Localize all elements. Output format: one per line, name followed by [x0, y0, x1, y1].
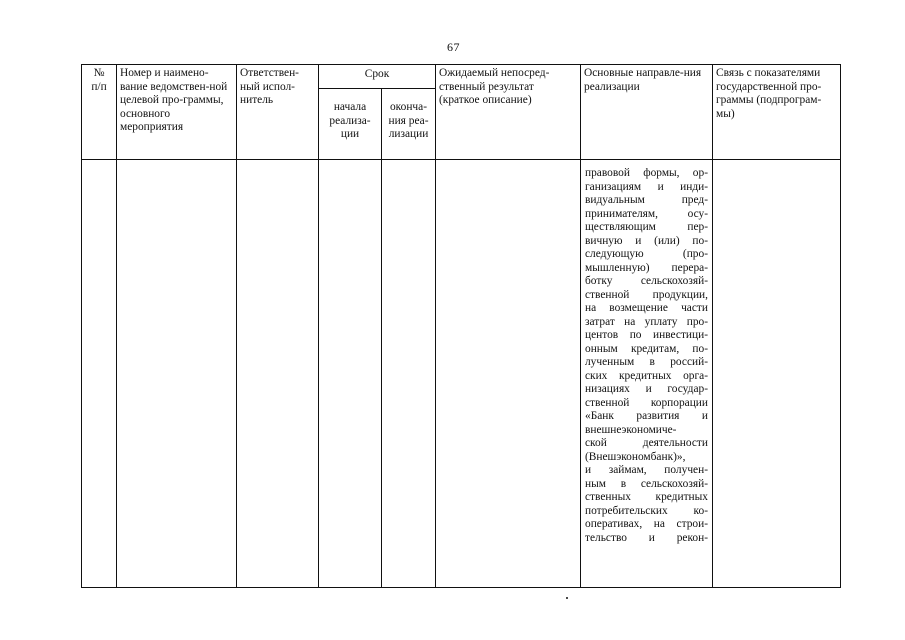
- directions-line: ным в сельскохозяй-: [585, 477, 708, 490]
- directions-line: лученным в россий-: [585, 356, 708, 368]
- table-row: [82, 160, 841, 588]
- cell-executor: [237, 160, 319, 588]
- program-table: [81, 64, 841, 588]
- directions-line: центов по инвестици-: [585, 329, 708, 341]
- directions-line: ственной продукции,: [585, 288, 708, 301]
- directions-line: тельство и рекон-: [585, 531, 708, 544]
- cell-term-start: [319, 160, 382, 588]
- stray-dot: [566, 597, 568, 599]
- cell-indicator-link: [713, 160, 841, 588]
- directions-line: потребительских ко-: [585, 504, 708, 517]
- directions-line: ственной корпорации: [585, 396, 708, 409]
- header-directions: Основные направле-ния реализации: [581, 65, 713, 160]
- header-term-start: начала реализа-ции: [319, 89, 382, 160]
- directions-line: ганизациям и инди-: [585, 180, 708, 193]
- directions-line: на возмещение части: [585, 302, 708, 314]
- cell-program-name: [117, 160, 237, 588]
- directions-line: низациях и государ-: [585, 383, 708, 395]
- directions-line: следующую (про-: [585, 248, 708, 260]
- directions-line: затрат на уплату про-: [585, 315, 708, 328]
- directions-line: и займам, получен-: [585, 464, 708, 476]
- directions-line: ских кредитных орга-: [585, 369, 708, 382]
- directions-line: онным кредитам, по-: [585, 342, 708, 355]
- header-indicator-link: Связь с показателями государственной про-граммы (подпрограм-мы): [713, 65, 841, 160]
- page-number: 67: [447, 40, 460, 54]
- directions-line: ществляющим пер-: [585, 221, 708, 233]
- directions-line: мышленную) перера-: [585, 261, 708, 274]
- directions-line: (Внешэкономбанк)»,: [585, 450, 686, 463]
- header-num: [82, 65, 117, 160]
- header-term: Срок: [319, 65, 436, 89]
- header-expected-result: Ожидаемый непосред-ственный результат (краткое описание): [436, 65, 581, 160]
- cell-term-end: [382, 160, 436, 588]
- cell-num: [82, 160, 117, 588]
- header-num-symbol: №: [93, 67, 105, 79]
- header-term-end: оконча-ния реа-лизации: [382, 89, 436, 160]
- directions-line: видуальным пред-: [585, 194, 708, 206]
- directions-line: «Банк развития и: [585, 410, 708, 422]
- cell-directions: [581, 160, 713, 588]
- directions-line: ботку сельскохозяй-: [585, 275, 708, 287]
- header-executor: Ответствен-ный испол-нитель: [237, 65, 319, 160]
- cell-expected-result: [436, 160, 581, 588]
- directions-line: принимателям, осу-: [585, 207, 708, 220]
- directions-line: ственных кредитных: [585, 491, 708, 503]
- directions-line: вичную и (или) по-: [585, 234, 708, 247]
- header-program-name: Номер и наимено-вание ведомствен-ной целевой про-граммы, основного мероприятия: [117, 65, 237, 160]
- header-num-abbr: п/п: [91, 80, 107, 93]
- directions-line: оперативах, на строи-: [585, 518, 708, 530]
- directions-line: правовой формы, ор-: [585, 167, 708, 179]
- directions-line: внешнеэкономиче-: [585, 423, 677, 436]
- directions-line: ской деятельности: [585, 437, 708, 449]
